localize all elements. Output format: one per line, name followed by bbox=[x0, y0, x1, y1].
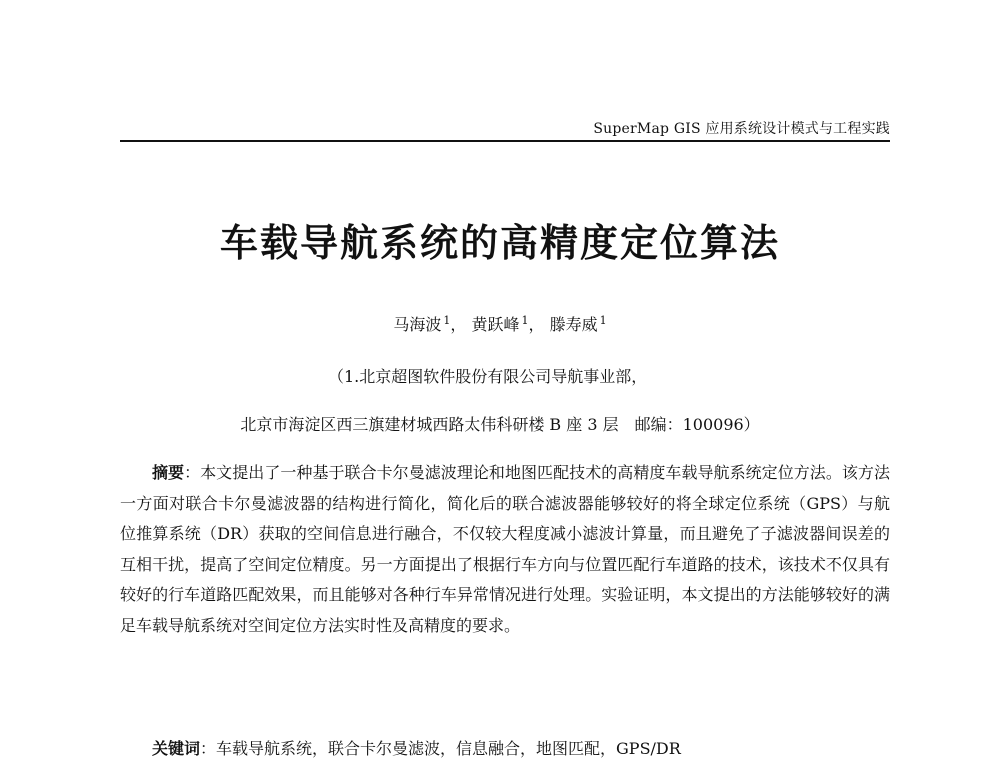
affiliation-line-2: 北京市海淀区西三旗建材城西路太伟科研楼 B 座 3 层 邮编：100096） bbox=[240, 415, 760, 434]
author-name: 马海波 bbox=[393, 315, 442, 334]
keywords bbox=[152, 736, 681, 759]
author-separator: ， bbox=[450, 315, 467, 334]
keywords-text: ：车载导航系统，联合卡尔曼滤波，信息融合，地图匹配，GPS/DR bbox=[200, 739, 681, 758]
header-rule bbox=[120, 140, 890, 142]
abstract-text: ：本文提出了一种基于联合卡尔曼滤波理论和地图匹配技术的高精度车载导航系统定位方法。该方法一方面对联合卡尔曼滤波器的结构进行简化，简化后的联合滤波器能够较好的将全球定位系统（GPS）与航位推算系统（DR）获取的空间信息进行融合，不仅较大程度减小滤波计算量，而且避免了子滤波器间误差的互相干扰，提高了空间定位精度。另一方面提出了根据行车方向与位置匹配行车道路的技术，该技术不仅具有较好的行车道路匹配效果，而且能够对各种行车异常情况进行处理。实验证明，本文提出的方法能够较好的满足车载导航系统对空间定位方法实时性及高精度的要求。 bbox=[120, 463, 890, 635]
author-name: 滕寿威 bbox=[549, 315, 598, 334]
abstract-label: 摘要 bbox=[152, 463, 185, 482]
affiliation-mark: 1 bbox=[599, 313, 607, 327]
affiliation-mark: 1 bbox=[521, 313, 529, 327]
affiliation-line-1: （1.北京超图软件股份有限公司导航事业部， bbox=[328, 367, 648, 386]
author-list bbox=[0, 312, 1000, 335]
affiliation-mark: 1 bbox=[443, 313, 451, 327]
keywords-label: 关键词 bbox=[152, 739, 201, 758]
abstract bbox=[120, 458, 890, 641]
author-name: 黄跃峰 bbox=[471, 315, 520, 334]
author-separator: ， bbox=[528, 315, 545, 334]
paper-title: 车载导航系统的高精度定位算法 bbox=[219, 221, 780, 265]
running-header: SuperMap GIS 应用系统设计模式与工程实践 bbox=[593, 121, 890, 137]
